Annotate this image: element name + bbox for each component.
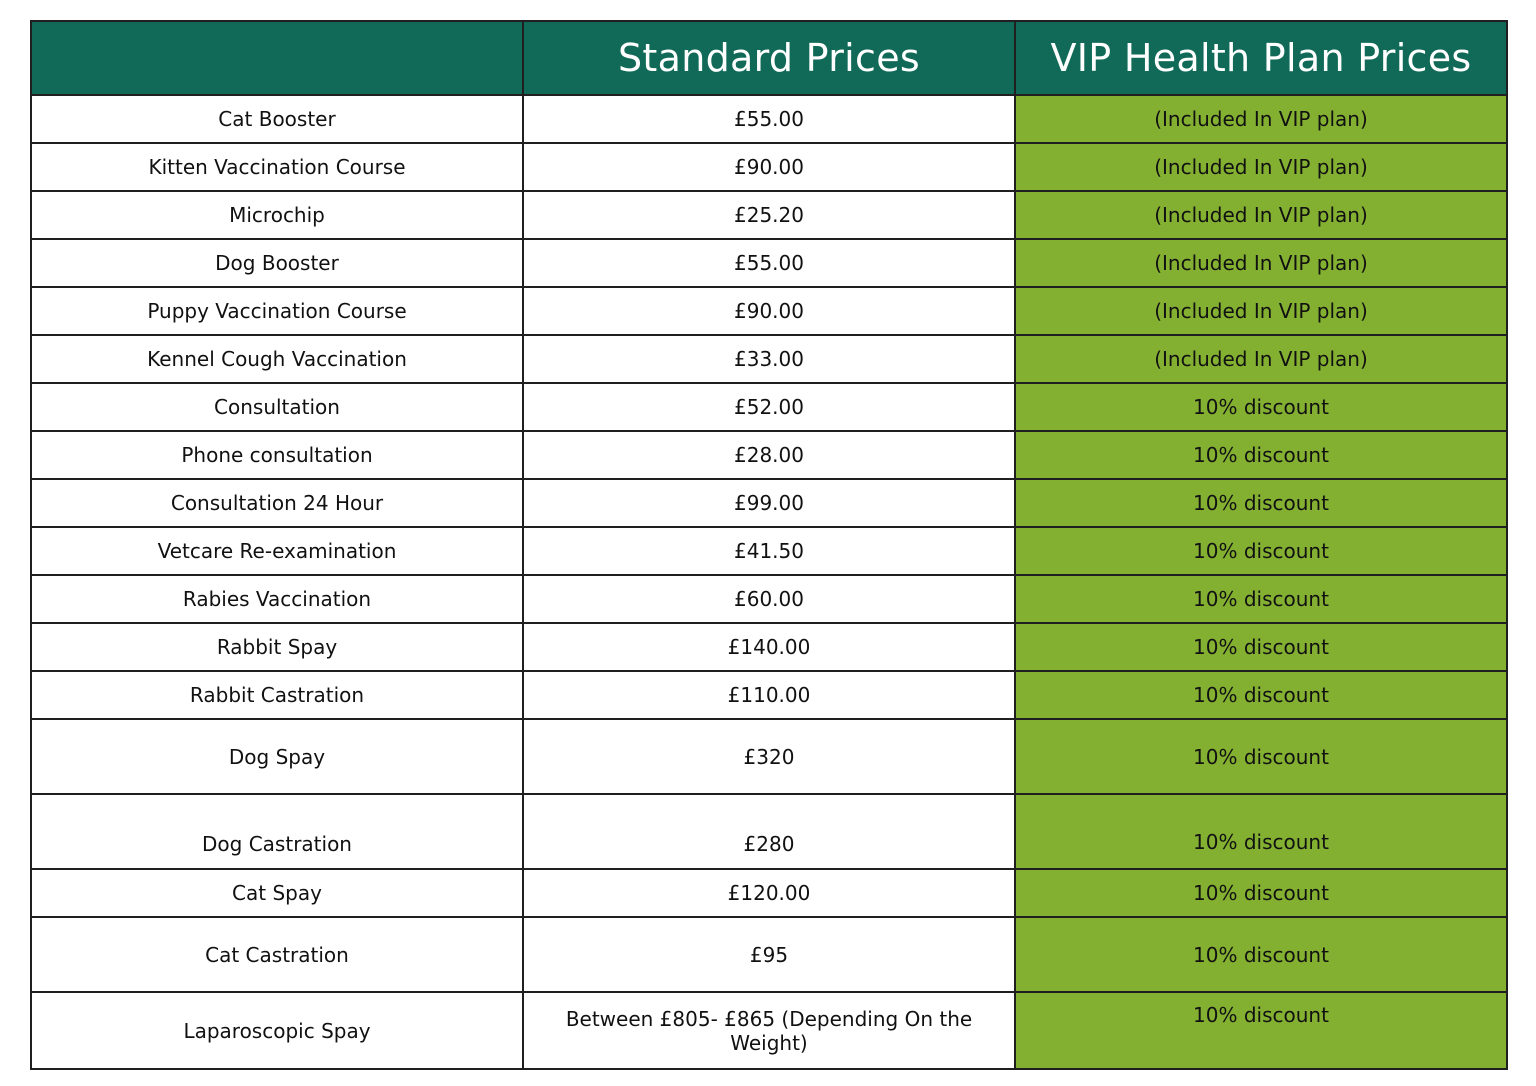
standard-price: £110.00 [523,671,1015,719]
table-row [31,794,1507,869]
service-name: Rabbit Spay [31,623,523,671]
standard-price: £33.00 [523,335,1015,383]
table-row [31,575,1507,623]
vip-price: 10% discount [1015,479,1507,527]
standard-price: £320 [523,719,1015,794]
service-name: Phone consultation [31,431,523,479]
table-row [31,239,1507,287]
table-row [31,479,1507,527]
service-name: Rabbit Castration [31,671,523,719]
standard-price: £41.50 [523,527,1015,575]
vip-price: 10% discount [1015,794,1507,869]
service-name: Cat Spay [31,869,523,917]
service-name: Consultation [31,383,523,431]
table-header-row [31,21,1507,95]
vip-price: 10% discount [1015,917,1507,992]
vip-price: 10% discount [1015,671,1507,719]
vip-price: 10% discount [1015,719,1507,794]
table-row [31,671,1507,719]
vip-price: (Included In VIP plan) [1015,95,1507,143]
table-row [31,869,1507,917]
standard-price: £90.00 [523,143,1015,191]
vip-price: (Included In VIP plan) [1015,191,1507,239]
table-row [31,383,1507,431]
vip-price: 10% discount [1015,431,1507,479]
service-name: Dog Booster [31,239,523,287]
standard-price: £90.00 [523,287,1015,335]
vip-price: (Included In VIP plan) [1015,143,1507,191]
table-row [31,143,1507,191]
service-name: Kitten Vaccination Course [31,143,523,191]
service-name: Microchip [31,191,523,239]
standard-price: £140.00 [523,623,1015,671]
standard-price: £52.00 [523,383,1015,431]
vip-price: (Included In VIP plan) [1015,287,1507,335]
service-name: Laparoscopic Spay [31,992,523,1069]
table-row [31,527,1507,575]
vip-price: 10% discount [1015,575,1507,623]
standard-price: £55.00 [523,95,1015,143]
service-name: Cat Booster [31,95,523,143]
service-name: Dog Castration [31,794,523,869]
price-comparison-table [30,20,1508,1070]
standard-price: £25.20 [523,191,1015,239]
vip-price: 10% discount [1015,869,1507,917]
service-name: Rabies Vaccination [31,575,523,623]
table-row [31,95,1507,143]
service-name: Dog Spay [31,719,523,794]
table-row [31,992,1507,1069]
standard-price: Between £805- £865 (Depending On the Weight) [523,992,1015,1069]
table-row [31,287,1507,335]
service-name: Consultation 24 Hour [31,479,523,527]
standard-price: £120.00 [523,869,1015,917]
vip-price: 10% discount [1015,992,1507,1069]
standard-price: £28.00 [523,431,1015,479]
service-name: Vetcare Re-examination [31,527,523,575]
service-name: Cat Castration [31,917,523,992]
standard-price: £55.00 [523,239,1015,287]
standard-price: £95 [523,917,1015,992]
table-row [31,719,1507,794]
standard-price: £60.00 [523,575,1015,623]
vip-price: 10% discount [1015,623,1507,671]
vip-price: (Included In VIP plan) [1015,239,1507,287]
header-service [31,21,523,95]
vip-price: (Included In VIP plan) [1015,335,1507,383]
table-row [31,335,1507,383]
service-name: Kennel Cough Vaccination [31,335,523,383]
service-name: Puppy Vaccination Course [31,287,523,335]
header-standard-prices: Standard Prices [523,21,1015,95]
vip-price: 10% discount [1015,383,1507,431]
table-row [31,623,1507,671]
standard-price: £280 [523,794,1015,869]
table-row [31,191,1507,239]
table-row [31,431,1507,479]
standard-price: £99.00 [523,479,1015,527]
header-vip-prices: VIP Health Plan Prices [1015,21,1507,95]
vip-price: 10% discount [1015,527,1507,575]
table-row [31,917,1507,992]
